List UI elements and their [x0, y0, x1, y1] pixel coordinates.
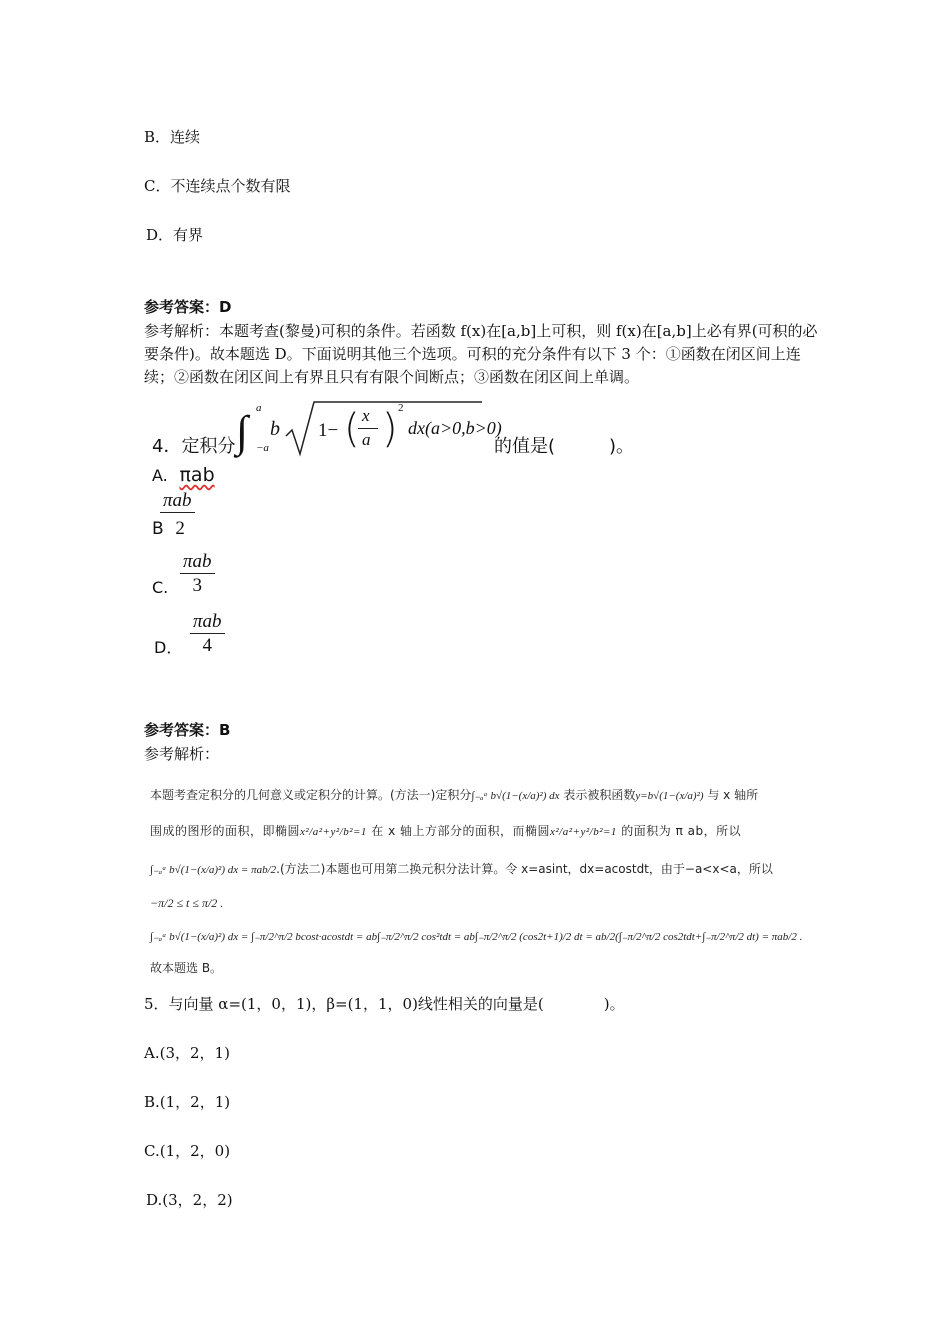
numerator: πab [180, 551, 215, 574]
q4-option-a-value: πab [179, 464, 215, 486]
q5-option-a: A.(3，2，1) [144, 1044, 230, 1062]
q5-option-d: D.(3，2，2) [146, 1191, 233, 1209]
numerator: πab [190, 611, 225, 634]
integral-upper: a [256, 402, 262, 414]
q3-option-b: B．连续 [144, 128, 201, 146]
inner-a: a [362, 430, 371, 449]
solution-line-2 [150, 822, 741, 839]
integral-sign: ∫ [236, 407, 249, 456]
q4-suffix: 的值是( )。 [494, 436, 635, 457]
solution-text: 在 x 轴上方部分的面积，而椭圆 [371, 824, 550, 838]
solution-text: 与 x 轴所 [707, 788, 759, 802]
q3-option-d: D．有界 [146, 226, 204, 244]
dx-condition: dx(a>0,b>0) [408, 418, 502, 438]
q3-analysis: 参考解析：本题考查(黎曼)可积的条件。若函数 f(x)在[a,b]上可积，则 f(x)在[a,b]上必有界(可积的必要条件)。故本题选 D。下面说明其他三个选项。可积的充分条件有以下 3 个：①函数在闭区间上连续；②函数在闭区间上有界且只有有限个间断点；③函数在闭区间上单调。 [144, 322, 818, 386]
denominator: 4 [202, 635, 213, 656]
denominator: 3 [192, 575, 203, 596]
solution-text: .(方法二)本题也可用第二换元积分法计算。令 x=asint，dx=acostdt，由于−a<x<a，所以 [276, 862, 773, 876]
right-paren: ) [382, 406, 398, 452]
q4-option-b [152, 518, 185, 540]
solution-text: 本题考查定积分的几何意义或定积分的计算。(方法一)定积分 [150, 788, 472, 802]
solution-formula: ∫₋ₐᵃ b√(1−(x/a)²) dx [471, 790, 560, 802]
q4-option-b-fraction [160, 490, 195, 513]
q3-answer: 参考答案：D [144, 298, 232, 316]
q4-option-d-fraction [190, 611, 225, 658]
inner-x: x [362, 406, 370, 425]
solution-line-6: 故本题选 B。 [150, 961, 223, 975]
q4-analysis-label: 参考解析： [144, 745, 220, 763]
solution-text: 的面积为 π ab，所以 [621, 824, 742, 838]
solution-text: 表示被积函数 [563, 788, 636, 802]
q4-answer: 参考答案：B [144, 721, 231, 739]
q4-option-a [152, 464, 215, 486]
q4-option-d-label: D． [154, 638, 183, 657]
q4-option-a-label: A. [152, 466, 168, 485]
solution-formula: y=b√(1−(x/a)²) [635, 790, 704, 802]
solution-formula: x²/a²+y²/b²=1 [550, 826, 617, 838]
solution-text: 围成的图形的面积，即椭圆 [150, 824, 301, 838]
q3-option-c: C．不连续点个数有限 [144, 177, 291, 195]
inner-one: 1− [318, 420, 339, 441]
inner-fraction-bar [358, 428, 378, 429]
left-paren: ( [344, 406, 360, 452]
numerator: πab [160, 490, 195, 513]
solution-line-1 [150, 786, 758, 803]
q5-question: 5．与向量 α=(1，0，1)，β=(1，1，0)线性相关的向量是( )。 [144, 995, 625, 1013]
q4-option-b-den: 2 [175, 518, 185, 539]
solution-line-5: ∫₋ₐᵃ b√(1−(x/a)²) dx = ∫₋π/2^π/2 bcost·acostdt = ab∫₋π/2^π/2 cos²tdt = ab∫₋π/2^π/2 (cos2t+1)/2 dt = ab/2(∫₋π/2^π/2 cos2tdt+∫₋π/2^π/2 dt) = πab/2 . [150, 931, 803, 943]
q5-option-b: B.(1，2，1) [144, 1093, 231, 1111]
q4-option-c-fraction [180, 551, 215, 598]
solution-formula: x²/a²+y²/b²=1 [300, 826, 367, 838]
solution-formula: ∫₋ₐᵃ b√(1−(x/a)²) dx = πab/2 [150, 864, 277, 876]
q5-option-c: C.(1，2，0) [144, 1142, 231, 1160]
integrand-b: b [270, 418, 280, 440]
q4-option-b-label: B [152, 519, 164, 539]
integral-lower: −a [256, 442, 269, 454]
solution-line-4: −π/2 ≤ t ≤ π/2 . [150, 896, 224, 910]
solution-line-3 [150, 860, 773, 877]
q4-prefix: 4．定积分 [152, 436, 236, 457]
power-2: 2 [398, 402, 404, 414]
q4-option-c-label: C. [152, 578, 169, 597]
